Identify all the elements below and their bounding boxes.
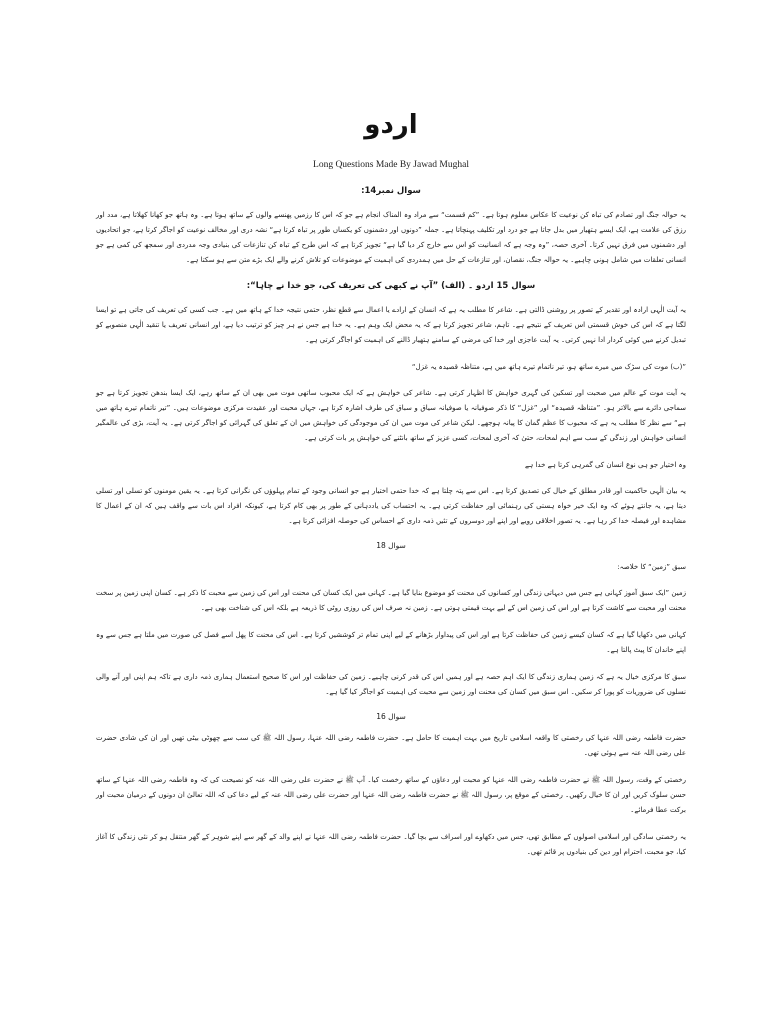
question-15-part-c-quote: وہ اختیار جو ہی نوع انسان کی گمرہی کرتا ہے خدا ہے xyxy=(525,461,686,469)
question-16-number: سوال 16 xyxy=(376,712,406,721)
question-15-part-b-answer: یہ آیت موت کے عالم میں صحبت اور تسکین کی گہری خواہش کا اظہار کرتی ہے۔ شاعر کی خواہش ہے کہ ایک محبوب ساتھی موت میں بھی ان کے ساتھ رہے، ایک ایسا بندھن تجویز کرتا ہے جو سماجی دائرے سے بالاتر ہو۔ ”متناظہ قصیدہ“ اور ”غزل“ کا ذکر صوفیانہ یا صوفیانہ سیاق و سباق کی طرف اشارہ کرتا ہے، جہاں محبت اور عقیدت مرکزی موضوعات ہیں۔ ”تیر ناتمام تیرے ہاتھ میں ہے“ سے نظر کا مطلب یہ ہے کہ محبوب کا عظم گمان کا پیانہ ہوجھے۔ لیکن شاعر کی موت میں ان کی موجودگی کی خواہش میں ان کے تعلق کی گہرائی کو اجاگر کرتی ہے۔ یہ آیت، بڑی کی عالمگیر انسانی خواہش اور زندگی کے سب سے اہم لمحات، حتیٰ کہ آخری لمحات، کسی عزیز کے ساتھ بانٹنے کی خواہش پر بات کرتی ہے۔ xyxy=(96,389,686,442)
question-15-part-b-quote: ”(ب) موت کی سڑک میں میرے ساتھ ہو، تیر ناتمام تیرے ہاتھ میں ہے، متناظہ قصیدہ یہ غزل“ xyxy=(411,363,686,371)
question-18-paragraph-2: کہانی میں دکھایا گیا ہے کہ کسان کیسے زمین کی حفاظت کرتا ہے اور اس کی پیداوار بڑھانے کے لیے اپنی تمام تر کوششیں کرتا ہے۔ اس کی محنت کا پھل اسے فصل کی صورت میں ملتا ہے جس سے وہ اپنے خاندان کا پیٹ پالتا ہے۔ xyxy=(96,631,686,654)
question-15-part-c-answer: یہ بیان الٰہی حاکمیت اور قادر مطلق کے خیال کی تصدیق کرتا ہے۔ اس سے پتہ چلتا ہے کہ خدا حتمی اختیار ہے جو انسانی وجود کے تمام پہلوؤں کی نگرانی کرتا ہے۔ یہ یقین مومنوں کو تسلی اور تسلی دیتا ہے، یہ جانتے ہوئے کہ وہ ایک خیر خواہ ہستی کی رہنمائی اور حفاظت کرتی ہے۔ یہ احتساب کی یاددہانی کے طور پر بھی کام کرتا ہے، کیونکہ افراد اس بات سے واقف ہیں کہ ان کے اعمال کا مشاہدہ اور فیصلہ خدا کر رہا ہے۔ یہ تصور اخلاقی رویے اور اپنے اور دوسروں کے تئیں ذمہ داری کے احساس کی حوصلہ افزائی کرتا ہے۔ xyxy=(96,487,686,525)
question-18-heading: سبق ”زمین“ کا خلاصہ: xyxy=(617,563,686,571)
question-15-part-a-answer: یہ آیت الٰہی ارادہ اور تقدیر کے تصور پر روشنی ڈالتی ہے۔ شاعر کا مطلب یہ ہے کہ انسان کے ارادے یا اعمال سے قطع نظر، حتمی نتیجہ خدا کے ہاتھ میں ہے۔ جب کسی کی تعریف کی جاتی ہے تو ایسا لگتا ہے کہ اس کی خوش قسمتی اس تعریف کے نتیجے ہے۔ تاہم، شاعر تجویز کرتا ہے کہ یہ محض ایک وہم ہے۔ یہ خدا ہے جس نے ہر چیز کو ترتیب دیا ہے، اور انسانی تعریف یا تنقید الٰہی منصوبے کو تبدیل کرنے میں کوئی کردار ادا نہیں کرتی۔ یہ آیت عاجزی اور خدا کی مرضی کے سامنے ہتھیار ڈالنے کی اہمیت کو اجاگر کرتی ہے۔ xyxy=(96,306,686,344)
document-page xyxy=(96,110,686,872)
question-15-heading: سوال 15 اردو ۔ (الف) ”آپ نے کبھی کی تعریف کی، جو خدا نے چاہا“: xyxy=(246,281,536,291)
question-16-paragraph-3: یہ رخصتی سادگی اور اسلامی اصولوں کے مطابق تھی، جس میں دکھاوے اور اسراف سے بچا گیا۔ حضرت فاطمہ رضی اللہ عنہا نے اپنے والد کے گھر سے اپنے شوہر کے گھر منتقل ہو کر نئی زندگی کا آغاز کیا، جو محبت، احترام اور دین کی بنیادوں پر قائم تھی۔ xyxy=(96,833,686,856)
page-subtitle: Long Questions Made By Jawad Mughal xyxy=(313,160,469,170)
question-18-paragraph-1: زمین ”ایک سبق آموز کہانی ہے جس میں دیہاتی زندگی اور کسانوں کی محنت کو موضوع بنایا گیا ہے۔ کہانی میں ایک کسان کی محنت اور اس کی زمین سے محبت کا ذکر ہے۔ کسان اپنی زمین پر سخت محنت اور محبت سے کاشت کرتا ہے اور اس کی زمین اس کے لیے بہت قیمتی ہوتی ہے۔ زمین نہ صرف اس کی روزی روٹی کا ذریعہ ہے بلکہ اس کی شناخت بھی ہے۔ xyxy=(96,589,686,612)
question-18-paragraph-3: سبق کا مرکزی خیال یہ ہے کہ زمین ہماری زندگی کا ایک اہم حصہ ہے اور ہمیں اس کی قدر کرنی چاہیے۔ زمین کی حفاظت اور اس کا صحیح استعمال ہماری ذمہ داری ہے تاکہ ہم اپنی اور آنے والی نسلوں کی ضروریات کو پورا کر سکیں۔ اس سبق میں کسان کی محنت اور زمین سے محبت کی اہمیت کو اجاگر کیا گیا ہے۔ xyxy=(96,673,686,696)
page-title: اردو xyxy=(364,110,418,140)
question-16-paragraph-2: رخصتی کے وقت، رسول اللہ ﷺ نے حضرت فاطمہ رضی اللہ عنہا کو محبت اور دعاؤں کے ساتھ رخصت کیا۔ آپ ﷺ نے حضرت علی رضی اللہ عنہ کو نصیحت کی کہ وہ فاطمہ رضی اللہ عنہا کے ساتھ حسن سلوک کریں اور ان کا خیال رکھیں۔ رخصتی کے موقع پر، رسول اللہ ﷺ نے حضرت فاطمہ رضی اللہ عنہا اور حضرت علی رضی اللہ عنہ کے لیے دعا کی کہ اللہ تعالیٰ ان دونوں کے درمیان محبت اور برکت عطا فرمائے۔ xyxy=(96,776,686,814)
question-16-paragraph-1: حضرت فاطمہ رضی اللہ عنہا کی رخصتی کا واقعہ اسلامی تاریخ میں بہت اہمیت کا حامل ہے۔ حضرت فاطمہ رضی اللہ عنہا، رسول اللہ ﷺ کی سب سے چھوٹی بیٹی تھیں اور ان کی شادی حضرت علی رضی اللہ عنہ سے ہوئی تھی۔ xyxy=(96,734,686,757)
question-14-answer: یہ حوالہ جنگ اور تصادم کی تباہ کن نوعیت کا عکاس معلوم ہوتا ہے۔ ”کم قسمت“ سے مراد وہ المناک انجام ہے جو کہ اس کا رزمیں پھنسے والوں کے ساتھ ہوتا ہے۔ وہ ہاتھ جو کھانا کھلاتا ہے، مدد اور رزق کی علامت ہے، ایک ایسے ہتھیار میں بدل جاتا ہے جو درد اور تکلیف پہنچاتا ہے۔ جملہ ”دونوں اور دشمنوں کو یکساں طور پر تباہ کرتا ہے“ نشہ دری اور مخالف نوعیت کو اجاگر کرتا ہے، جو اتحادیوں اور دشمنوں میں فرق نہیں کرتا۔ آخری حصہ، ”وہ وجہ ہے کہ انسانیت کو اس سے خارج کر دیا گیا ہے“ تجویز کرتا ہے کہ اس طرح کے تباہ کن تنازعات کی بنیادی وجہ مدردی اور سمجھ کی کمی ہے جو انسانی تعلقات میں شامل ہونی چاہیے۔ یہ حوالہ جنگ، نقصان، اور تنازعات کے حل میں ہمدردی کی اہمیت کے موضوعات کو تلاش کرنے والے ایک بڑے متن سے ہو سکتا ہے۔ xyxy=(96,211,686,264)
question-14-heading: سوال نمبر14: xyxy=(361,186,421,196)
question-18-number: سوال 18 xyxy=(376,541,406,550)
